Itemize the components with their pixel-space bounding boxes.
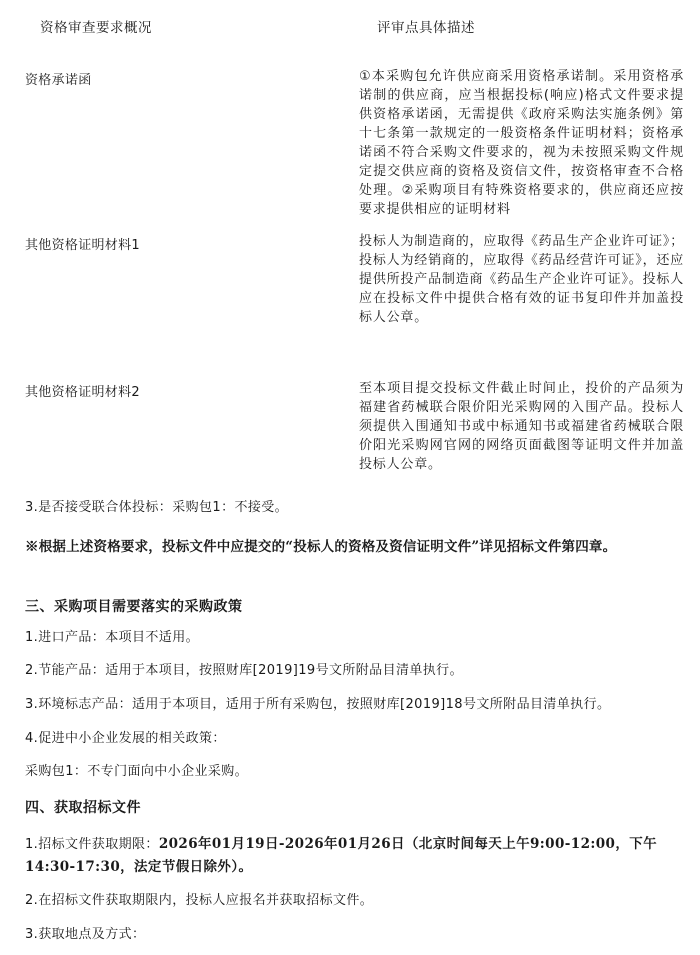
acquisition-period [25,833,685,879]
table-header-requirements: 资格审查要求概况 [40,20,152,36]
consortium-bid-line: 3.是否接受联合体投标：采购包1：不接受。 [25,500,289,515]
row-label-other-material-2: 其他资格证明材料2 [25,385,140,400]
policy-item-sme: 4.促进中小企业发展的相关政策： [25,731,226,746]
policy-item-energy: 2.节能产品：适用于本项目，按照财库[2019]19号文所附品目清单执行。 [25,663,463,678]
table-header-description: 评审点具体描述 [377,20,475,36]
policy-item-import: 1.进口产品：本项目不适用。 [25,630,200,645]
policy-item-package: 采购包1：不专门面向中小企业采购。 [25,764,249,779]
section3-title: 三、采购项目需要落实的采购政策 [25,599,243,615]
row-label-other-material-1: 其他资格证明材料1 [25,238,140,253]
acquisition-period-label: 1.招标文件获取期限： [25,837,159,852]
acquisition-registration: 2.在招标文件获取期限内，投标人应报名并获取招标文件。 [25,893,374,908]
row-desc-other-material-1: 投标人为制造商的，应取得《药品生产企业许可证》；投标人为经销商的，应取得《药品经营许可证》，还应提供所投产品制造商《药品生产企业许可证》。投标人应在投标文件中提供合格有效的证书复印件并加盖投标人公章。 [359,234,684,325]
row-desc-other-material-2: 至本项目提交投标文件截止时间止，投价的产品须为福建省药械联合限价阳光采购网的入围产品。投标人须提供入围通知书或中标通知书或福建省药械联合限价阳光采购网官网的网络页面截图等证明文件并加盖投标人公章。 [359,381,684,472]
acquisition-location: 3.获取地点及方式： [25,927,146,942]
row-label-qualification-commitment: 资格承诺函 [25,73,92,88]
qualification-note: ※根据上述资格要求，投标文件中应提交的“投标人的资格及资信证明文件”详见招标文件第四章。 [25,539,617,555]
row-desc-qualification-commitment: ①本采购包允许供应商采用资格承诺制。采用资格承诺制的供应商，应当根据投标(响应)格式文件要求提供资格承诺函，无需提供《政府采购法实施条例》第十七条第一款规定的一般资格条件证明材料；资格承诺函不符合采购文件要求的，视为未按照采购文件规定提交供应商的资格及资信文件，按资格审查不合格处理。②采购项目有特殊资格要求的，供应商还应按要求提供相应的证明材料 [359,69,684,217]
section4-title: 四、获取招标文件 [25,800,141,816]
policy-item-environment: 3.环境标志产品：适用于本项目，适用于所有采购包，按照财库[2019]18号文所附品目清单执行。 [25,697,611,712]
acquisition-period-value: 2026年01月19日-2026年01月26日（北京时间每天上午9:00-12:00，下午14:30-17:30，法定节假日除外）。 [25,836,658,875]
